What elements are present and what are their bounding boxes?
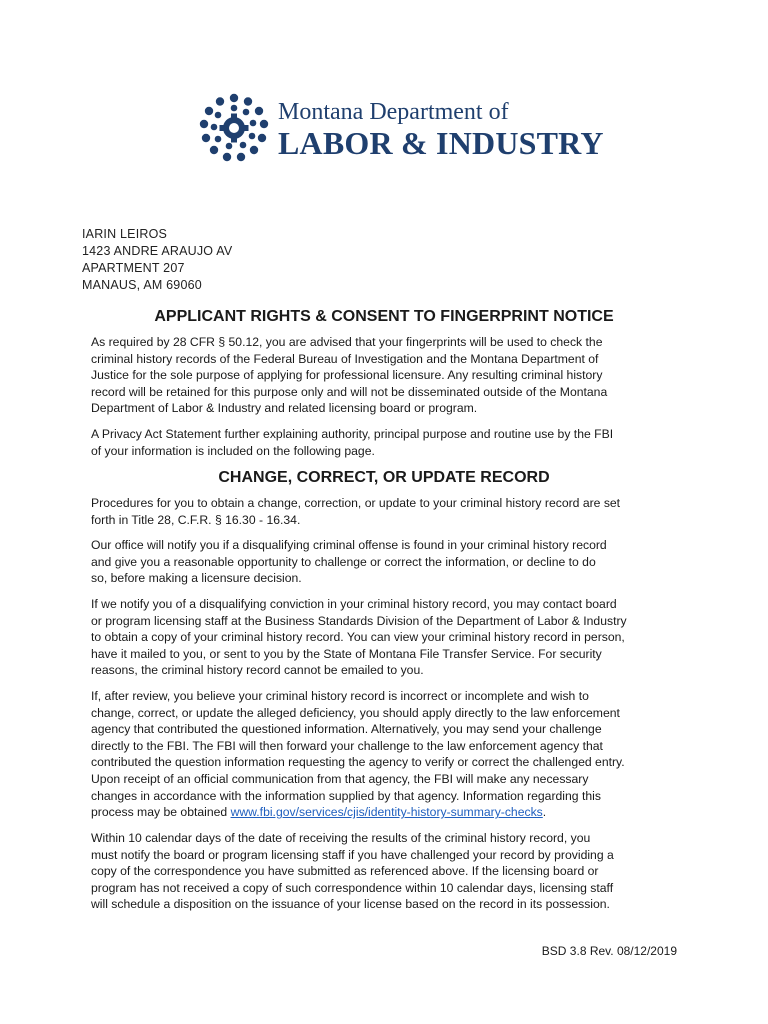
recipient-street: 1423 ANDRE ARAUJO AV (82, 244, 233, 258)
text-line: reasons, the criminal history record cannot be emailed to you. (91, 663, 424, 678)
paragraph-notification (91, 537, 681, 587)
text-line: contributed the question information requesting the agency to verify or correct the challenged entry. (91, 755, 625, 770)
paragraph-ten-day-notice (91, 830, 681, 913)
text-line: Our office will notify you if a disqualifying criminal offense is found in your criminal history record (91, 538, 607, 552)
agency-logo (198, 92, 604, 168)
text-line: A Privacy Act Statement further explaining authority, principal purpose and routine use by the FBI (91, 427, 614, 441)
text-line: forth in Title 28, C.F.R. § 16.30 - 16.34. (91, 512, 301, 527)
text-line: so, before making a licensure decision. (91, 571, 302, 586)
text-line: or program licensing staff at the Business Standards Division of the Department of Labor & Industry (91, 613, 627, 628)
text-line-with-link (91, 804, 681, 821)
agency-name-line1: Montana Department of (278, 99, 509, 125)
text-line: As required by 28 CFR § 50.12, you are advised that your fingerprints will be used to check the (91, 335, 603, 349)
text-fragment: process may be obtained (91, 805, 231, 820)
text-line: Justice for the sole purpose of applying for professional licensure. Any resulting criminal history (91, 368, 603, 383)
text-line: have it mailed to you, or sent to you by the State of Montana File Transfer Service. For security (91, 646, 602, 661)
paragraph-procedures (91, 495, 681, 528)
recipient-address (82, 226, 232, 294)
text-line: program has not received a copy of such correspondence within 10 calendar days, licensing staff (91, 880, 614, 895)
recipient-city-state-zip: MANAUS, AM 69060 (82, 278, 202, 292)
paragraph-privacy-act (91, 426, 681, 459)
paragraph-obtain-copy (91, 596, 681, 679)
text-line: will schedule a disposition on the issuance of your license based on the record in its possession. (91, 897, 610, 912)
text-line: copy of the correspondence you have submitted as referenced above. If the licensing board or (91, 864, 599, 879)
text-line: Within 10 calendar days of the date of receiving the results of the criminal history record, you (91, 831, 591, 845)
gear-people-emblem-icon (198, 92, 270, 164)
form-revision-footer: BSD 3.8 Rev. 08/12/2019 (541, 944, 677, 958)
text-line: must notify the board or program licensing staff if you have challenged your record by providing a (91, 847, 614, 862)
recipient-name: IARIN LEIROS (82, 227, 168, 241)
section-title-change-record: CHANGE, CORRECT, OR UPDATE RECORD (218, 469, 550, 486)
text-line: changes in accordance with the information supplied by that agency. Information regarding this (91, 788, 601, 803)
text-fragment: . (542, 805, 547, 820)
text-line: directly to the FBI. The FBI will then forward your challenge to the law enforcement agency that (91, 738, 603, 753)
text-line: and give you a reasonable opportunity to challenge or correct the information, or decline to do (91, 554, 596, 569)
text-line: agency that contributed the questioned information. Alternatively, you may send your challenge (91, 722, 602, 737)
text-line: If we notify you of a disqualifying conviction in your criminal history record, you may contact board (91, 597, 617, 611)
section-title-consent-notice: APPLICANT RIGHTS & CONSENT TO FINGERPRINT NOTICE (154, 308, 614, 325)
agency-name-line2: LABOR & INDUSTRY (278, 125, 604, 161)
recipient-unit: APARTMENT 207 (82, 261, 185, 275)
fbi-identity-history-link[interactable]: www.fbi.gov/services/cjis/identity-history-summary-checks (230, 805, 543, 820)
text-line: If, after review, you believe your criminal history record is incorrect or incomplete and wish to (91, 689, 589, 703)
text-line: Procedures for you to obtain a change, correction, or update to your criminal history record are set (91, 496, 621, 510)
text-line: criminal history records of the Federal Bureau of Investigation and the Montana Department of (91, 351, 599, 366)
text-line: Upon receipt of an official communication from that agency, the FBI will make any necessary (91, 771, 589, 786)
paragraph-challenge-record (91, 688, 681, 821)
text-line: record will be retained for this purpose only and will not be disseminated outside of the Montana (91, 384, 608, 399)
paragraph-fingerprint-purpose (91, 334, 681, 417)
text-line: Department of Labor & Industry and related licensing board or program. (91, 401, 478, 416)
agency-name (278, 98, 604, 160)
text-line: of your information is included on the following page. (91, 443, 375, 458)
text-line: to obtain a copy of your criminal history record. You can view your criminal history record in person, (91, 630, 625, 645)
text-line: change, correct, or update the alleged deficiency, you should apply directly to the law enforcement (91, 705, 620, 720)
